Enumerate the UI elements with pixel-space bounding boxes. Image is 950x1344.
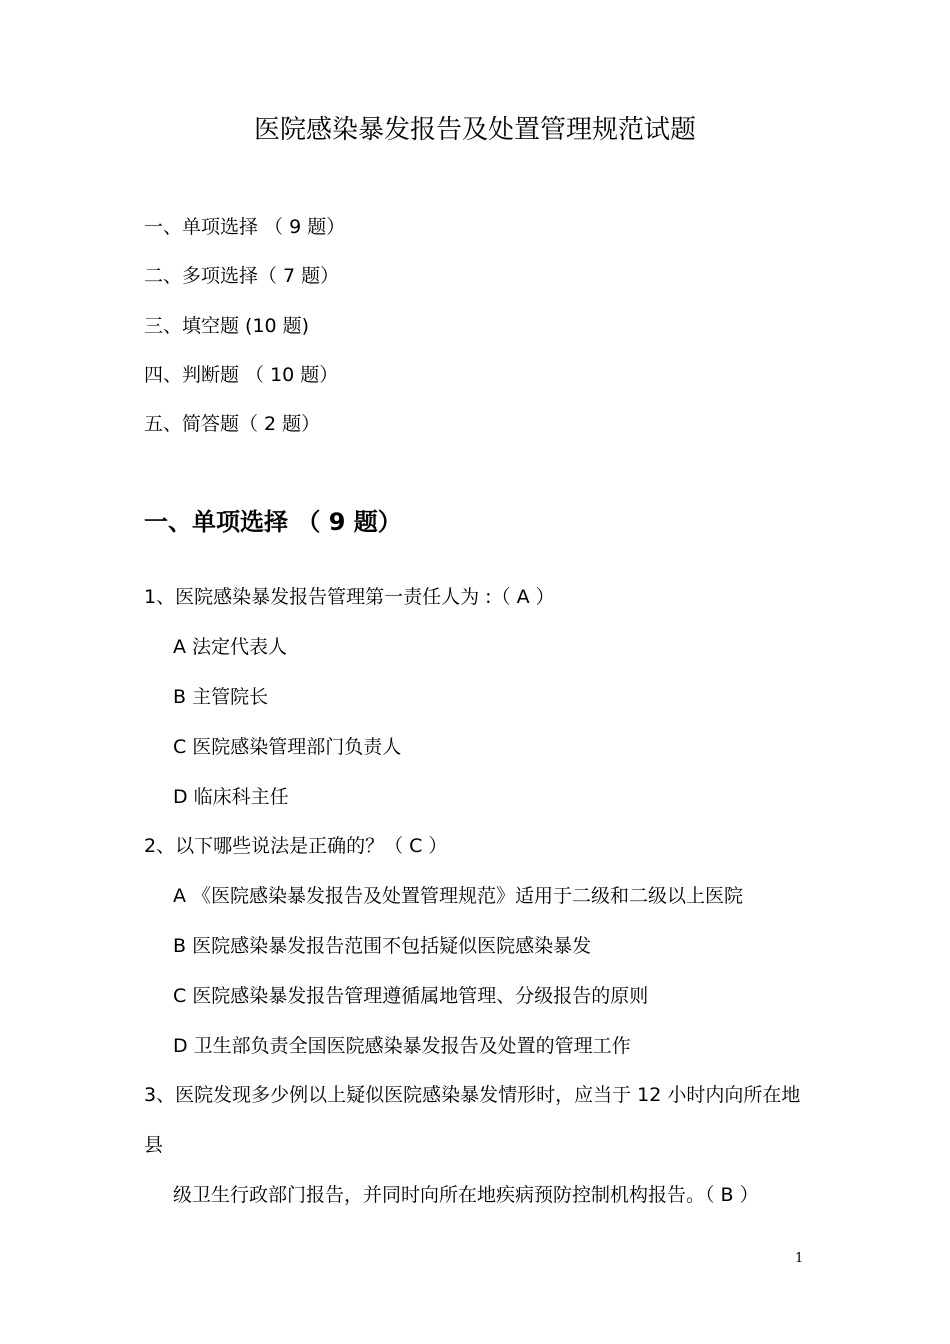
toc-item-single-choice: 一、单项选择 （ 9 题） — [144, 216, 346, 238]
question-1: 1、医院感染暴发报告管理第一责任人为 :（ A ） — [144, 586, 555, 608]
question-1-option-a: A 法定代表人 — [173, 636, 288, 658]
question-2-option-a: A 《医院感染暴发报告及处置管理规范》适用于二级和二级以上医院 — [173, 885, 744, 907]
page-number: 1 — [795, 1251, 804, 1266]
question-3-line-3: 级卫生行政部门报告，并同时向所在地疾病预防控制机构报告。（ B ） — [173, 1184, 759, 1206]
question-1-option-c: C 医院感染管理部门负责人 — [173, 736, 402, 758]
question-1-option-d: D 临床科主任 — [173, 786, 289, 808]
question-3-line-1: 3、医院发现多少例以上疑似医院感染暴发情形时，应当于 12 小时内向所在地 — [144, 1084, 801, 1106]
toc-item-short-answer: 五、简答题（ 2 题） — [144, 413, 321, 435]
page-title: 医院感染暴发报告及处置管理规范试题 — [253, 115, 696, 145]
question-2-option-b: B 医院感染暴发报告范围不包括疑似医院感染暴发 — [173, 935, 592, 957]
section-heading-single-choice: 一、单项选择 （ 9 题） — [144, 508, 402, 536]
toc-item-true-false: 四、判断题 （ 10 题） — [144, 364, 339, 386]
toc-item-multiple-choice: 二、多项选择（ 7 题） — [144, 265, 340, 287]
toc-item-fill-in: 三、填空题 (10 题) — [144, 315, 310, 337]
question-2: 2、以下哪些说法是正确的？（ C ） — [144, 835, 448, 857]
question-2-option-d: D 卫生部负责全国医院感染暴发报告及处置的管理工作 — [173, 1035, 631, 1057]
question-1-option-b: B 主管院长 — [173, 686, 269, 708]
question-2-option-c: C 医院感染暴发报告管理遵循属地管理、分级报告的原则 — [173, 985, 649, 1007]
question-3-line-2: 县 — [144, 1134, 164, 1156]
